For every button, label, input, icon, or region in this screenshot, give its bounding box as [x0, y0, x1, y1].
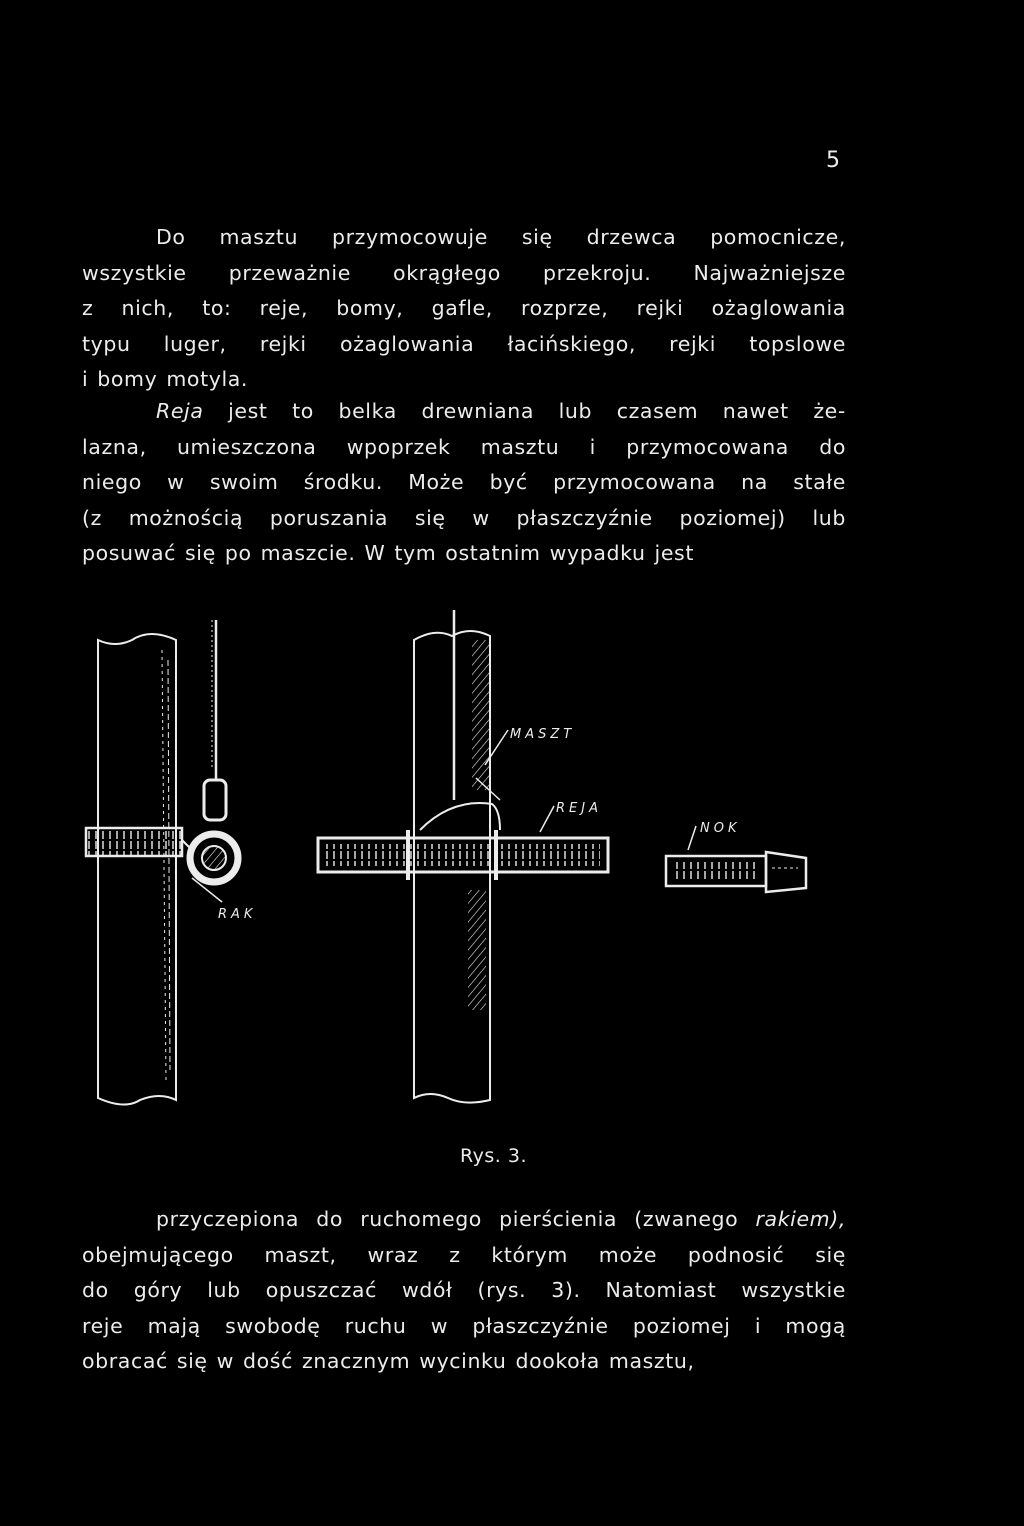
- word: przymocowuje: [332, 225, 488, 249]
- text-line: [82, 1238, 846, 1274]
- word: z: [82, 296, 94, 320]
- word: rejki: [636, 296, 684, 320]
- word: się: [185, 541, 216, 565]
- paragraph-1: [82, 220, 846, 398]
- word: lazna,: [82, 434, 147, 459]
- word: w: [216, 1349, 235, 1373]
- word: którym: [491, 1242, 568, 1267]
- word: do: [316, 1207, 343, 1231]
- word: poziomej: [632, 1313, 731, 1338]
- word: rejki: [669, 331, 717, 356]
- word: mogą: [785, 1313, 846, 1338]
- word: to: [292, 399, 314, 423]
- word: gafle,: [431, 296, 493, 320]
- word: się: [176, 1349, 208, 1373]
- text-line: [82, 256, 846, 292]
- mast-yard-drawing: [80, 600, 840, 1120]
- word: ożaglowania: [711, 296, 846, 320]
- word: do: [82, 1278, 109, 1302]
- word: drewniana: [421, 399, 535, 423]
- label-rak: RAK: [218, 907, 257, 922]
- word: masztu,: [608, 1349, 695, 1373]
- label-maszt: MASZT: [510, 727, 576, 742]
- word: Może: [408, 470, 465, 494]
- paragraph-3: [82, 1202, 846, 1380]
- word: że-: [813, 399, 846, 423]
- middle-mast-drawing: [318, 610, 608, 1103]
- word: reje: [82, 1313, 124, 1338]
- word: przekroju.: [542, 260, 652, 285]
- text-line: [82, 291, 846, 327]
- word: możnością: [128, 505, 244, 530]
- word: swobodę: [225, 1313, 321, 1338]
- word: przymocowana: [626, 434, 789, 459]
- word: ostatnim: [445, 541, 541, 565]
- word: bomy: [97, 367, 158, 391]
- word: po: [224, 541, 252, 565]
- text-line: [82, 430, 846, 466]
- word: pomocnicze,: [710, 225, 846, 249]
- word: czasem: [616, 399, 699, 423]
- word: podnosić: [687, 1242, 785, 1267]
- word: nawet: [722, 399, 789, 423]
- left-mast-drawing: [86, 620, 238, 1105]
- word: przeważnie: [228, 260, 351, 285]
- word: płaszczyźnie: [516, 505, 653, 530]
- word: się: [815, 1242, 846, 1267]
- word: wraz: [367, 1242, 419, 1267]
- word: W: [364, 541, 386, 565]
- word: i: [754, 1313, 762, 1338]
- paragraph-2: [82, 394, 846, 572]
- word: i: [589, 434, 596, 459]
- word: opuszczać: [265, 1278, 377, 1302]
- word: do: [819, 434, 846, 459]
- word: przyczepiona: [156, 1207, 299, 1231]
- word: nich,: [121, 296, 175, 320]
- word: w: [430, 1313, 449, 1338]
- text-line: [82, 1309, 846, 1345]
- word: maszt,: [264, 1242, 337, 1267]
- word: płaszczyźnie: [472, 1313, 609, 1338]
- word: topslowe: [749, 331, 846, 356]
- figure-caption: Rys. 3.: [460, 1145, 528, 1167]
- text-line: [82, 1202, 846, 1238]
- word: z: [449, 1242, 461, 1267]
- word: obejmującego: [82, 1242, 234, 1267]
- text-line: [82, 1273, 846, 1309]
- word: się: [414, 505, 446, 530]
- word: wszystkie: [741, 1278, 846, 1302]
- word: znacznym: [301, 1349, 411, 1373]
- word: ożaglowania: [339, 331, 475, 356]
- word: wycinku: [419, 1349, 507, 1373]
- word: 3).: [551, 1278, 581, 1302]
- text-line: [82, 465, 846, 501]
- word: rejki: [259, 331, 307, 356]
- word: luger,: [163, 331, 227, 356]
- label-reja: REJA: [556, 801, 602, 816]
- word: niego: [82, 470, 142, 494]
- word: wszystkie: [82, 260, 187, 285]
- word: posuwać: [82, 541, 177, 565]
- word: rakiem),: [755, 1207, 846, 1231]
- text-line: [82, 362, 846, 398]
- word: Najważniejsze: [693, 260, 846, 285]
- word: mają: [147, 1313, 201, 1338]
- word: (zwanego: [634, 1207, 739, 1231]
- word: się: [521, 225, 553, 249]
- word: Natomiast: [605, 1278, 717, 1302]
- word: może: [598, 1242, 658, 1267]
- word: masztu: [219, 225, 299, 249]
- figure-rys-3: [80, 600, 840, 1120]
- word: bomy,: [336, 296, 404, 320]
- word: łacińskiego,: [507, 331, 636, 356]
- text-line: [82, 1344, 846, 1380]
- text-line: [82, 327, 846, 363]
- word: wypadku: [549, 541, 646, 565]
- word: (z: [82, 505, 102, 530]
- word: stałe: [793, 470, 846, 494]
- word: środku.: [303, 470, 383, 494]
- word: typu: [82, 331, 131, 356]
- word: umieszczona: [176, 434, 317, 459]
- word: obracać: [82, 1349, 168, 1373]
- text-line: [82, 220, 846, 256]
- text-line: [82, 394, 846, 430]
- word: poruszania: [269, 505, 389, 530]
- word: tym: [394, 541, 437, 565]
- yard-end-drawing: [666, 852, 806, 892]
- word: Reja: [156, 399, 204, 423]
- word: ruchu: [344, 1313, 407, 1338]
- word: (rys.: [477, 1278, 527, 1302]
- word: to:: [202, 296, 232, 320]
- word: drzewca: [586, 225, 677, 249]
- word: lub: [207, 1278, 241, 1302]
- word: jest: [654, 541, 694, 565]
- label-nok: NOK: [700, 821, 741, 836]
- word: reje,: [259, 296, 309, 320]
- word: góry: [133, 1278, 183, 1302]
- text-line: [82, 536, 846, 572]
- word: w: [167, 470, 185, 494]
- word: okrągłego: [393, 260, 501, 285]
- word: maszcie.: [260, 541, 356, 565]
- page-number: 5: [826, 148, 841, 173]
- word: wdół: [401, 1278, 453, 1302]
- word: swoim: [209, 470, 279, 494]
- word: poziomej): [679, 505, 786, 530]
- word: masztu: [480, 434, 560, 459]
- word: belka: [338, 399, 397, 423]
- word: lub: [812, 505, 846, 530]
- word: lub: [558, 399, 593, 423]
- word: przymocowana: [553, 470, 716, 494]
- word: rozprze,: [521, 296, 609, 320]
- word: jest: [228, 399, 268, 423]
- word: dookoła: [515, 1349, 600, 1373]
- word: być: [489, 470, 528, 494]
- word: dość: [243, 1349, 293, 1373]
- word: ruchomego: [360, 1207, 482, 1231]
- word: pierścienia: [499, 1207, 618, 1231]
- word: motyla.: [166, 367, 249, 391]
- word: w: [472, 505, 490, 530]
- text-line: [82, 501, 846, 537]
- word: wpoprzek: [346, 434, 451, 459]
- word: na: [741, 470, 768, 494]
- word: Do: [156, 225, 186, 249]
- word: i: [82, 367, 89, 391]
